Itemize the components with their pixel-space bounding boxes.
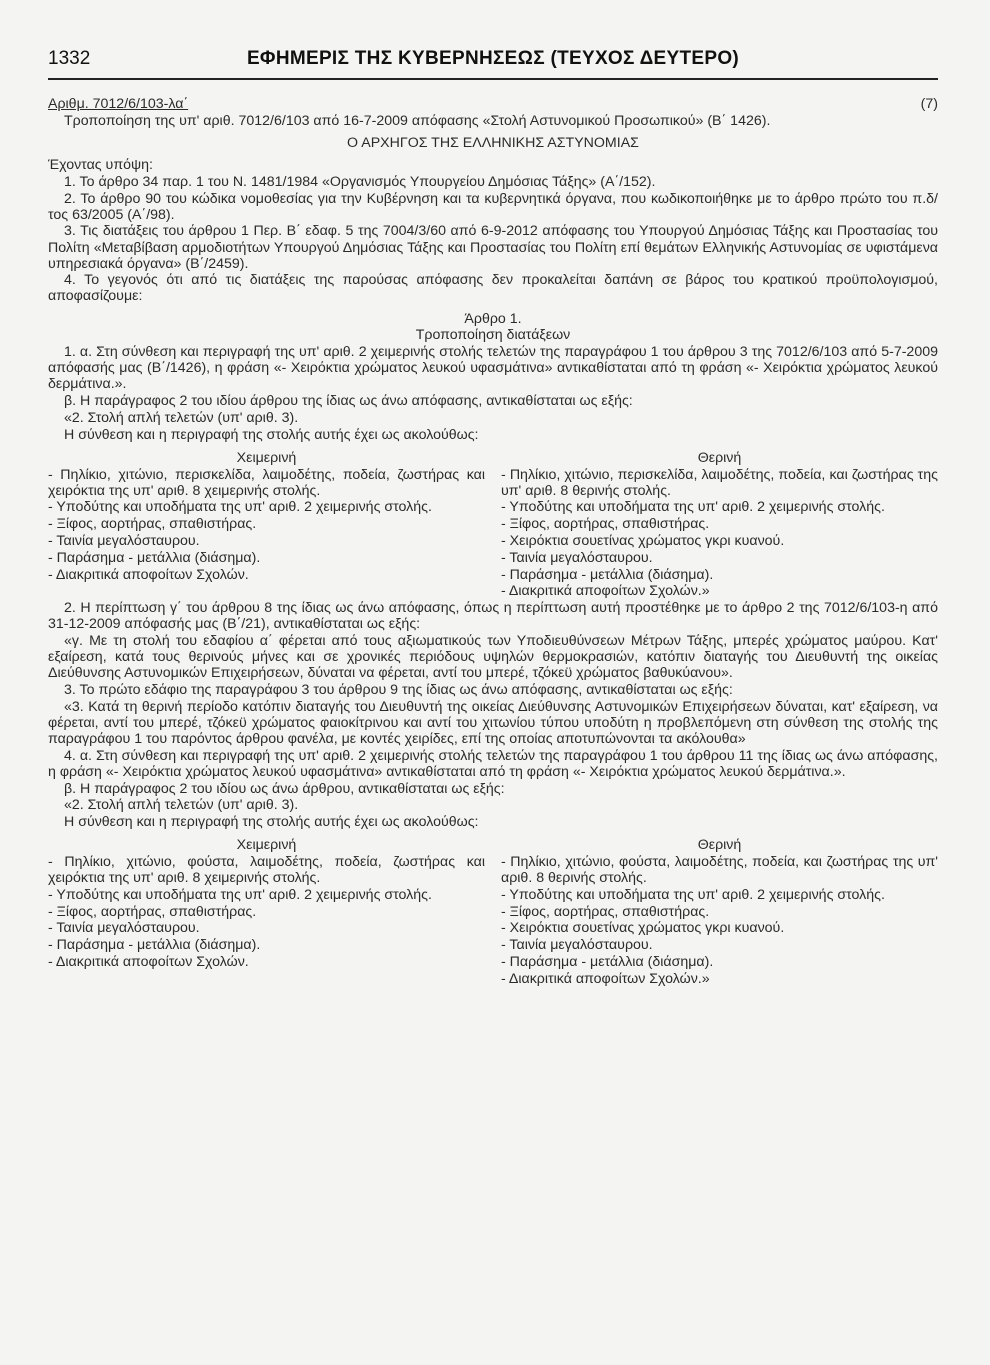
uniform-columns: [48, 450, 938, 600]
list-item: - Παράσημα - μετάλλια (διάσημα).: [501, 954, 714, 970]
list-item: - Ξίφος, αορτήρας, σπαθιστήρας.: [48, 516, 257, 533]
list-item: - Διακριτικά αποφοίτων Σχολών.»: [501, 583, 710, 600]
quoted-paragraph-3: «3. Κατά τη θερινή περίοδο κατόπιν διαταγής του Διευθυντή της οικείας Διεύθυνσης Αστυνομικών Επιχειρήσεων δύναται, κατ' εξαίρεση, να φέρεται, αντί του μπερέ, τζόκεϋ χρώματος φαιοκίτρινου και αντί του χιτωνίου τύπου υποδύτη η προβλεπόμενη στη σύνθεση της στολής της παραγράφου 1 του παρόντος άρθρου φανέλα, με κοντές χειρίδες, επί της οποίας αποτυπώνονται τα ακόλουθα»: [48, 698, 938, 747]
list-item: - Ξίφος, αορτήρας, σπαθιστήρας.: [501, 516, 710, 533]
decision-number: Αριθμ. 7012/6/103-λα΄: [48, 96, 189, 112]
list-item: - Παράσημα - μετάλλια (διάσημα).: [48, 937, 261, 954]
paragraph-1b: β. Η παράγραφος 2 του ιδίου άρθρου της ίδιας ως άνω απόφασης, αντικαθίσταται ως εξής:: [64, 393, 633, 410]
winter-column: [48, 837, 485, 987]
list-item: - Ταινία μεγαλόσταυρου.: [501, 937, 653, 954]
paragraph-1a: 1. α. Στη σύνθεση και περιγραφή της υπ' αριθ. 2 χειμερινής στολής τελετών της παραγράφου 1 του άρθρου 3 της 7012/6/103 από 5-7-2009 απόφασής μας (Β΄/1426), η φράση «- Χειρόκτια χρώματος λευκού υφασμάτινα» αντικαθίσταται από τη φράση «- Χειρόκτια χρώματος λευκού δερμάτινα.».: [48, 344, 938, 393]
consideration-item: 3. Τις διατάξεις του άρθρου 1 Περ. Β΄ εδαφ. 5 της 7004/3/60 από 6-9-2012 απόφασης του Υπουργού Δημόσιας Τάξης και Προστασίας του Πολίτη «Μεταβίβαση αρμοδιοτήτων Υπουργού Δημόσιας Τάξης και Προστασίας του Πολίτη επί θεμάτων Ελληνικής Αστυνομίας σε υφιστάμενα υπηρεσιακά όργανα» (Β΄/2459).: [48, 223, 938, 272]
list-item: - Πηλίκιο, χιτώνιο, περισκελίδα, λαιμοδέτης, ποδεία, ζωστήρας και χειρόκτια της υπ' αριθ. 8 χειμερινής στολής.: [48, 466, 485, 499]
list-item: - Πηλίκιο, χιτώνιο, περισκελίδα, λαιμοδέτης, ποδεία, και ζωστήρας της υπ' αριθ. 8 θερινής στολής.: [501, 466, 938, 499]
paragraph-2: 2. Η περίπτωση γ΄ του άρθρου 8 της ίδιας ως άνω απόφασης, όπως η περίπτωση αυτή προστέθηκε με το άρθρο 2 της 7012/6/103-η από 31-12-2009 απόφασής μας (Β΄/21), αντικαθίσταται ως εξής:: [48, 600, 938, 633]
consideration-item: 1. Το άρθρο 34 παρ. 1 του Ν. 1481/1984 «Οργανισμός Υπουργείου Δημόσιας Τάξης» (Α΄/152).: [64, 173, 656, 190]
summer-column: [501, 450, 938, 600]
list-item: - Υποδύτης και υποδήματα της υπ' αριθ. 2 χειμερινής στολής.: [48, 886, 432, 903]
list-item: - Πηλίκιο, χιτώνιο, φούστα, λαιμοδέτης, ποδεία, και ζωστήρας της υπ' αριθ. 8 θερινής στολής.: [501, 854, 938, 887]
paragraph-3: 3. Το πρώτο εδάφιο της παραγράφου 3 του άρθρου 9 της ίδιας ως άνω απόφασης, αντικαθίσταται ως εξής:: [64, 681, 733, 698]
paragraph-4b: β. Η παράγραφος 2 του ιδίου ως άνω άρθρου, αντικαθίσταται ως εξής:: [64, 780, 505, 797]
list-item: - Διακριτικά αποφοίτων Σχολών.: [48, 954, 249, 970]
decision-subject: Τροποποίηση της υπ' αριθ. 7012/6/103 από 16-7-2009 απόφασης «Στολή Αστυνομικού Προσωπικού» (Β΄ 1426).: [64, 112, 771, 129]
uniform-columns: [48, 837, 938, 987]
quoted-paragraph-2: «γ. Με τη στολή του εδαφίου α΄ φέρεται από τους αξιωματικούς των Υποδιευθύνσεων Μέτρων Τάξης, μπερές χρώματος μαύρου. Κατ' εξαίρεση, κατά τους θερινούς μήνες και σε χρονικές περιόδους υψηλών θερμοκρασιών, κατόπιν διαταγής του Διευθυντή της οικείας Διεύθυνσης Αστυνομικών Επιχειρήσεων, δύναται να φέρεται, αντί του μπερέ, τζόκεϋ χρώματος βαθυκύανου».: [48, 632, 938, 682]
list-item: - Υποδύτης και υποδήματα της υπ' αριθ. 2 χειμερινής στολής.: [501, 886, 885, 903]
issuing-authority: Ο ΑΡΧΗΓΟΣ ΤΗΣ ΕΛΛΗΝΙΚΗΣ ΑΣΤΥΝΟΜΙΑΣ: [347, 134, 639, 151]
decision-reference: [48, 96, 938, 112]
list-item: - Ξίφος, αορτήρας, σπαθιστήρας.: [48, 903, 257, 920]
gazette-title: ΕΦΗΜΕΡΙΣ ΤΗΣ ΚΥΒΕΡΝΗΣΕΩΣ (ΤΕΥΧΟΣ ΔΕΥΤΕΡΟ): [246, 48, 740, 69]
quoted-uniform-title: «2. Στολή απλή τελετών (υπ' αριθ. 3).: [64, 409, 299, 426]
summer-column: [501, 837, 938, 987]
quoted-uniform-title: «2. Στολή απλή τελετών (υπ' αριθ. 3).: [64, 797, 299, 814]
summer-heading: Θερινή: [697, 837, 742, 854]
document-body: [48, 96, 938, 988]
list-item: - Χειρόκτια σουετίνας χρώματος γκρι κυανού.: [501, 532, 785, 549]
list-item: - Παράσημα - μετάλλια (διάσημα).: [48, 549, 261, 566]
composition-intro: Η σύνθεση και η περιγραφή της στολής αυτής έχει ως ακολούθως:: [64, 814, 479, 831]
winter-column: [48, 450, 485, 600]
composition-intro: Η σύνθεση και η περιγραφή της στολής αυτής έχει ως ακολούθως:: [64, 426, 479, 443]
decision-tag: (7): [920, 96, 938, 112]
article-heading: Άρθρο 1.: [464, 310, 522, 327]
list-item: - Ταινία μεγαλόσταυρου.: [48, 532, 200, 549]
page-number: 1332: [48, 48, 91, 69]
list-item: - Διακριτικά αποφοίτων Σχολών.: [48, 566, 249, 583]
having-in-mind: Έχοντας υπόψη:: [48, 156, 153, 173]
article-title: Τροποποίηση διατάξεων: [415, 327, 571, 344]
list-item: - Χειρόκτια σουετίνας χρώματος γκρι κυανού.: [501, 920, 785, 937]
consideration-item: 2. Το άρθρο 90 του κώδικα νομοθεσίας για την Κυβέρνηση και τα κυβερνητικά όργανα, που κωδικοποιήθηκε με το άρθρο πρώτο του π.δ/τος 63/2005 (Α΄/98).: [48, 190, 938, 223]
paragraph-4a: 4. α. Στη σύνθεση και περιγραφή της υπ' αριθ. 2 χειμερινής στολής τελετών της παραγράφου 1 του άρθρου 11 της ίδιας ως άνω απόφασης, η φράση «- Χειρόκτια χρώματος λευκού υφασμάτινα» αντικαθίσταται από τη φράση «- Χειρόκτια χρώματος λευκού δερμάτινα.».: [48, 747, 938, 780]
list-item: - Υποδύτης και υποδήματα της υπ' αριθ. 2 χειμερινής στολής.: [48, 499, 432, 516]
winter-heading: Χειμερινή: [236, 837, 297, 854]
list-item: - Πηλίκιο, χιτώνιο, φούστα, λαιμοδέτης, ποδεία, ζωστήρας και χειρόκτια της υπ' αριθ. 8 χειμερινής στολής.: [48, 854, 485, 887]
list-item: - Παράσημα - μετάλλια (διάσημα).: [501, 566, 714, 583]
summer-heading: Θερινή: [697, 449, 742, 466]
page-header: [48, 48, 938, 80]
list-item: - Ξίφος, αορτήρας, σπαθιστήρας.: [501, 903, 710, 920]
list-item: - Διακριτικά αποφοίτων Σχολών.»: [501, 970, 710, 987]
consideration-item: 4. Το γεγονός ότι από τις διατάξεις της παρούσας απόφασης δεν προκαλείται δαπάνη σε βάρος του κρατικού προϋπολογισμού, αποφασίζουμε:: [48, 272, 938, 305]
list-item: - Ταινία μεγαλόσταυρου.: [48, 920, 200, 937]
list-item: - Υποδύτης και υποδήματα της υπ' αριθ. 2 χειμερινής στολής.: [501, 499, 885, 516]
winter-heading: Χειμερινή: [236, 449, 297, 466]
list-item: - Ταινία μεγαλόσταυρου.: [501, 549, 653, 566]
